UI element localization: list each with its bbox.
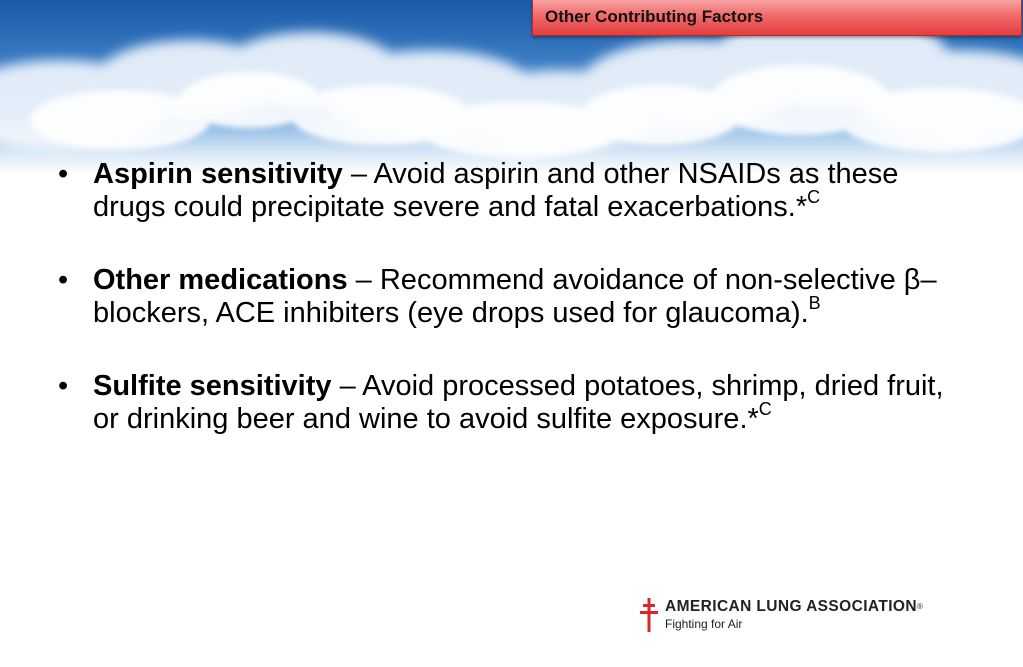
bullet-term: Aspirin sensitivity xyxy=(93,158,343,190)
bullet-glyph: • xyxy=(58,370,69,402)
american-lung-association-logo xyxy=(640,596,980,636)
bullet-term: Other medications xyxy=(93,264,348,296)
bullet-text: – Avoid aspirin and other NSAIDs as these drugs could precipitate severe and fatal exacerbations.* xyxy=(93,158,899,223)
bullet-text: – Avoid processed potatoes, shrimp, dried fruit, or drinking beer and wine to avoid sulfite exposure.* xyxy=(93,370,944,435)
bullet-list xyxy=(58,158,973,476)
evidence-grade: B xyxy=(808,293,821,313)
logo-tagline: Fighting for Air xyxy=(665,617,743,631)
evidence-grade: C xyxy=(758,399,772,419)
bullet-glyph: • xyxy=(58,264,69,296)
logo-name: AMERICAN LUNG ASSOCIATION® xyxy=(665,598,924,615)
bullet-aspirin-sensitivity xyxy=(58,158,973,224)
bullet-sulfite-sensitivity xyxy=(58,370,973,436)
bullet-glyph: • xyxy=(58,158,69,190)
bullet-other-medications xyxy=(58,264,973,330)
slide-title: Other Contributing Factors xyxy=(545,7,764,26)
evidence-grade: C xyxy=(807,187,821,207)
bullet-term: Sulfite sensitivity xyxy=(93,370,332,402)
bullet-text: – Recommend avoidance of non-selective β–blockers, ACE inhibiters (eye drops used for glaucoma). xyxy=(93,264,937,329)
registered-mark: ® xyxy=(916,602,924,611)
slide-title-tab xyxy=(532,0,1022,36)
lorraine-cross-icon xyxy=(640,598,658,632)
